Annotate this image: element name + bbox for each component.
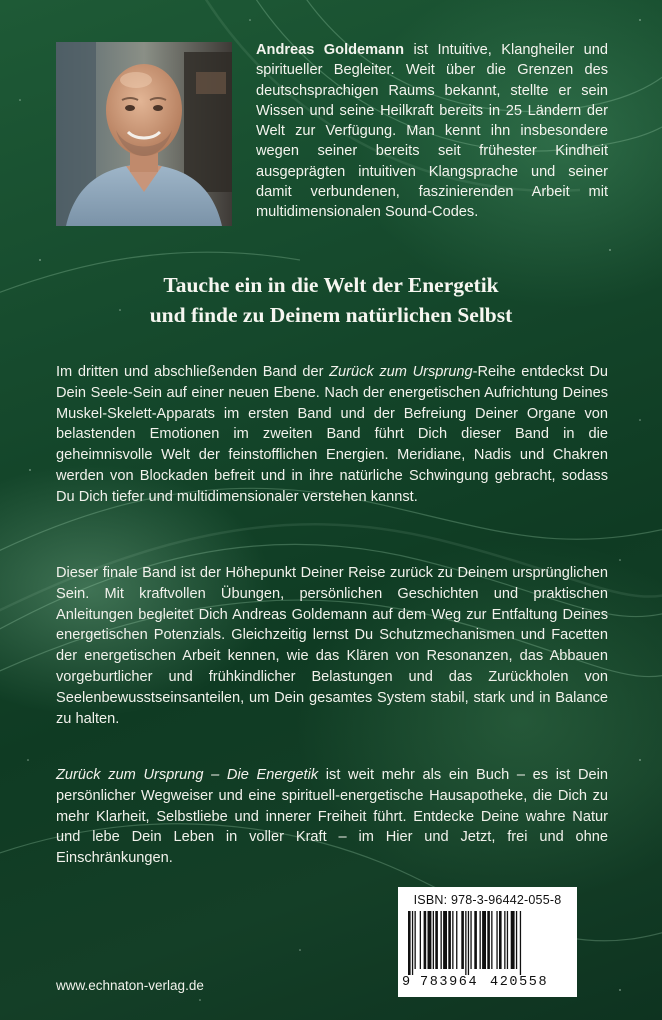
barcode-digits-left: 783964 — [420, 975, 479, 990]
barcode-bars — [406, 911, 569, 975]
barcode-bar — [480, 911, 481, 969]
barcode-bar — [482, 911, 486, 969]
series-title: Zurück zum Ursprung — [329, 364, 473, 380]
barcode-bar — [408, 911, 411, 975]
paragraph-3-text: ist weit mehr als ein Buch – es ist Dein persönlicher Wegweiser und eine spirituell-energetische Hausapotheke, die Dich zu mehr Klarheit, Selbstliebe und innerer Freiheit führt. Entdecke Deine wahre Natur und lebe Dein Leben in voller Kraft – im Hier und Jetzt, frei und ohne Einschränkungen. — [56, 767, 609, 867]
barcode-bar — [499, 911, 502, 969]
headline — [0, 270, 662, 330]
paragraph-1-intro: Im dritten und abschließenden Band der — [56, 364, 330, 380]
barcode-bar — [468, 911, 469, 975]
barcode-bar — [504, 911, 505, 969]
barcode-bar — [412, 911, 413, 975]
barcode-bar — [470, 911, 471, 969]
description-paragraph-1 — [56, 362, 608, 508]
barcode-bar — [443, 911, 447, 969]
barcode-digit-first: 9 — [402, 975, 411, 990]
barcode-bar — [448, 911, 451, 969]
headline-line-1: Tauche ein in die Welt der Energetik — [163, 273, 499, 297]
publisher-url: www.echnaton-verlag.de — [56, 978, 204, 993]
barcode-bar — [420, 911, 421, 969]
barcode-bar — [415, 911, 416, 969]
barcode-bar — [465, 911, 466, 975]
description-paragraph-2: Dieser finale Band ist der Höhepunkt Deiner Reise zurück zu Deinem ursprünglichen Sein. Mit kraftvollen Übungen, persönlichen Geschichten und praktischen Anleitungen begleitet Dich Andreas Goldemann auf dem Weg zur Entfaltung Deines energetischen Potenzials. Gleichzeitig lernst Du Schutzmechanismen und Facetten der energetischen Arbeit kennen, wie das Klären von Resonanzen, das Abbauen vorgeburtlicher und frühkindlicher Belastungen und das Zurückholen von Seelenbewusstseinsanteilen, um Dein gesamtes System stabil, stark und in Balance zu halten. — [56, 565, 608, 727]
book-title: Zurück zum Ursprung – Die Energetik — [56, 767, 319, 783]
barcode-bar — [456, 911, 457, 969]
barcode-bar — [507, 911, 508, 969]
headline-line-2: und finde zu Deinem natürlichen Selbst — [149, 303, 513, 327]
barcode-digits — [398, 975, 577, 993]
barcode-bar — [520, 911, 521, 975]
barcode-bar — [491, 911, 492, 969]
barcode-bar — [496, 911, 497, 969]
author-bio — [256, 40, 608, 223]
author-photo — [56, 42, 232, 226]
barcode-bar — [452, 911, 453, 969]
barcode-bar — [424, 911, 427, 969]
barcode-bar — [511, 911, 515, 969]
barcode-bar — [487, 911, 490, 969]
author-name: Andreas Goldemann — [256, 42, 405, 58]
description-paragraph-3 — [56, 765, 608, 869]
author-bio-text: ist Intuitive, Klangheiler und spiritueller Begleiter. Weit über die Grenzen des deutschsprachigen Raums bekannt, stellte er sein Wissen und seine Heilkraft bereits in 25 Ländern der Welt zur Verfügung. Man kennt ihn insbesondere wegen seiner bereits seit frühester Kindheit ausgeprägten intuitiven Klangsprache und seiner damit verbundenen, faszinierenden Arbeit mit multidimensionalen Sound-Codes. — [256, 42, 608, 221]
barcode-bar — [428, 911, 432, 969]
barcode-bar — [461, 911, 464, 969]
barcode-bar — [516, 911, 517, 969]
barcode-bar — [441, 911, 442, 969]
barcode-bar — [435, 911, 438, 969]
barcode-bar — [433, 911, 434, 969]
isbn-label: ISBN: 978-3-96442-055-8 — [413, 893, 562, 907]
barcode-digits-right: 420558 — [490, 975, 549, 990]
paragraph-1-text: -Reihe entdeckst Du Dein Seele-Sein auf einer neuen Ebene. Nach der energetischen Aufrichtung Deines Muskel-Skelett-Apparats im ersten Band und der Befreiung Deiner Organe von belastenden Emotionen im zweiten Band führt Dich dieser Band in die geheimnisvolle Welt der feinstofflichen Energien. Meridiane, Nadis und Chakren werden von Blockaden befreit und in ihre natürliche Schwingung gebracht, sodass Du Dich tiefer und multidimensionaler verstehen kannst. — [56, 364, 608, 505]
isbn-barcode — [398, 887, 577, 997]
barcode-bar — [474, 911, 477, 969]
